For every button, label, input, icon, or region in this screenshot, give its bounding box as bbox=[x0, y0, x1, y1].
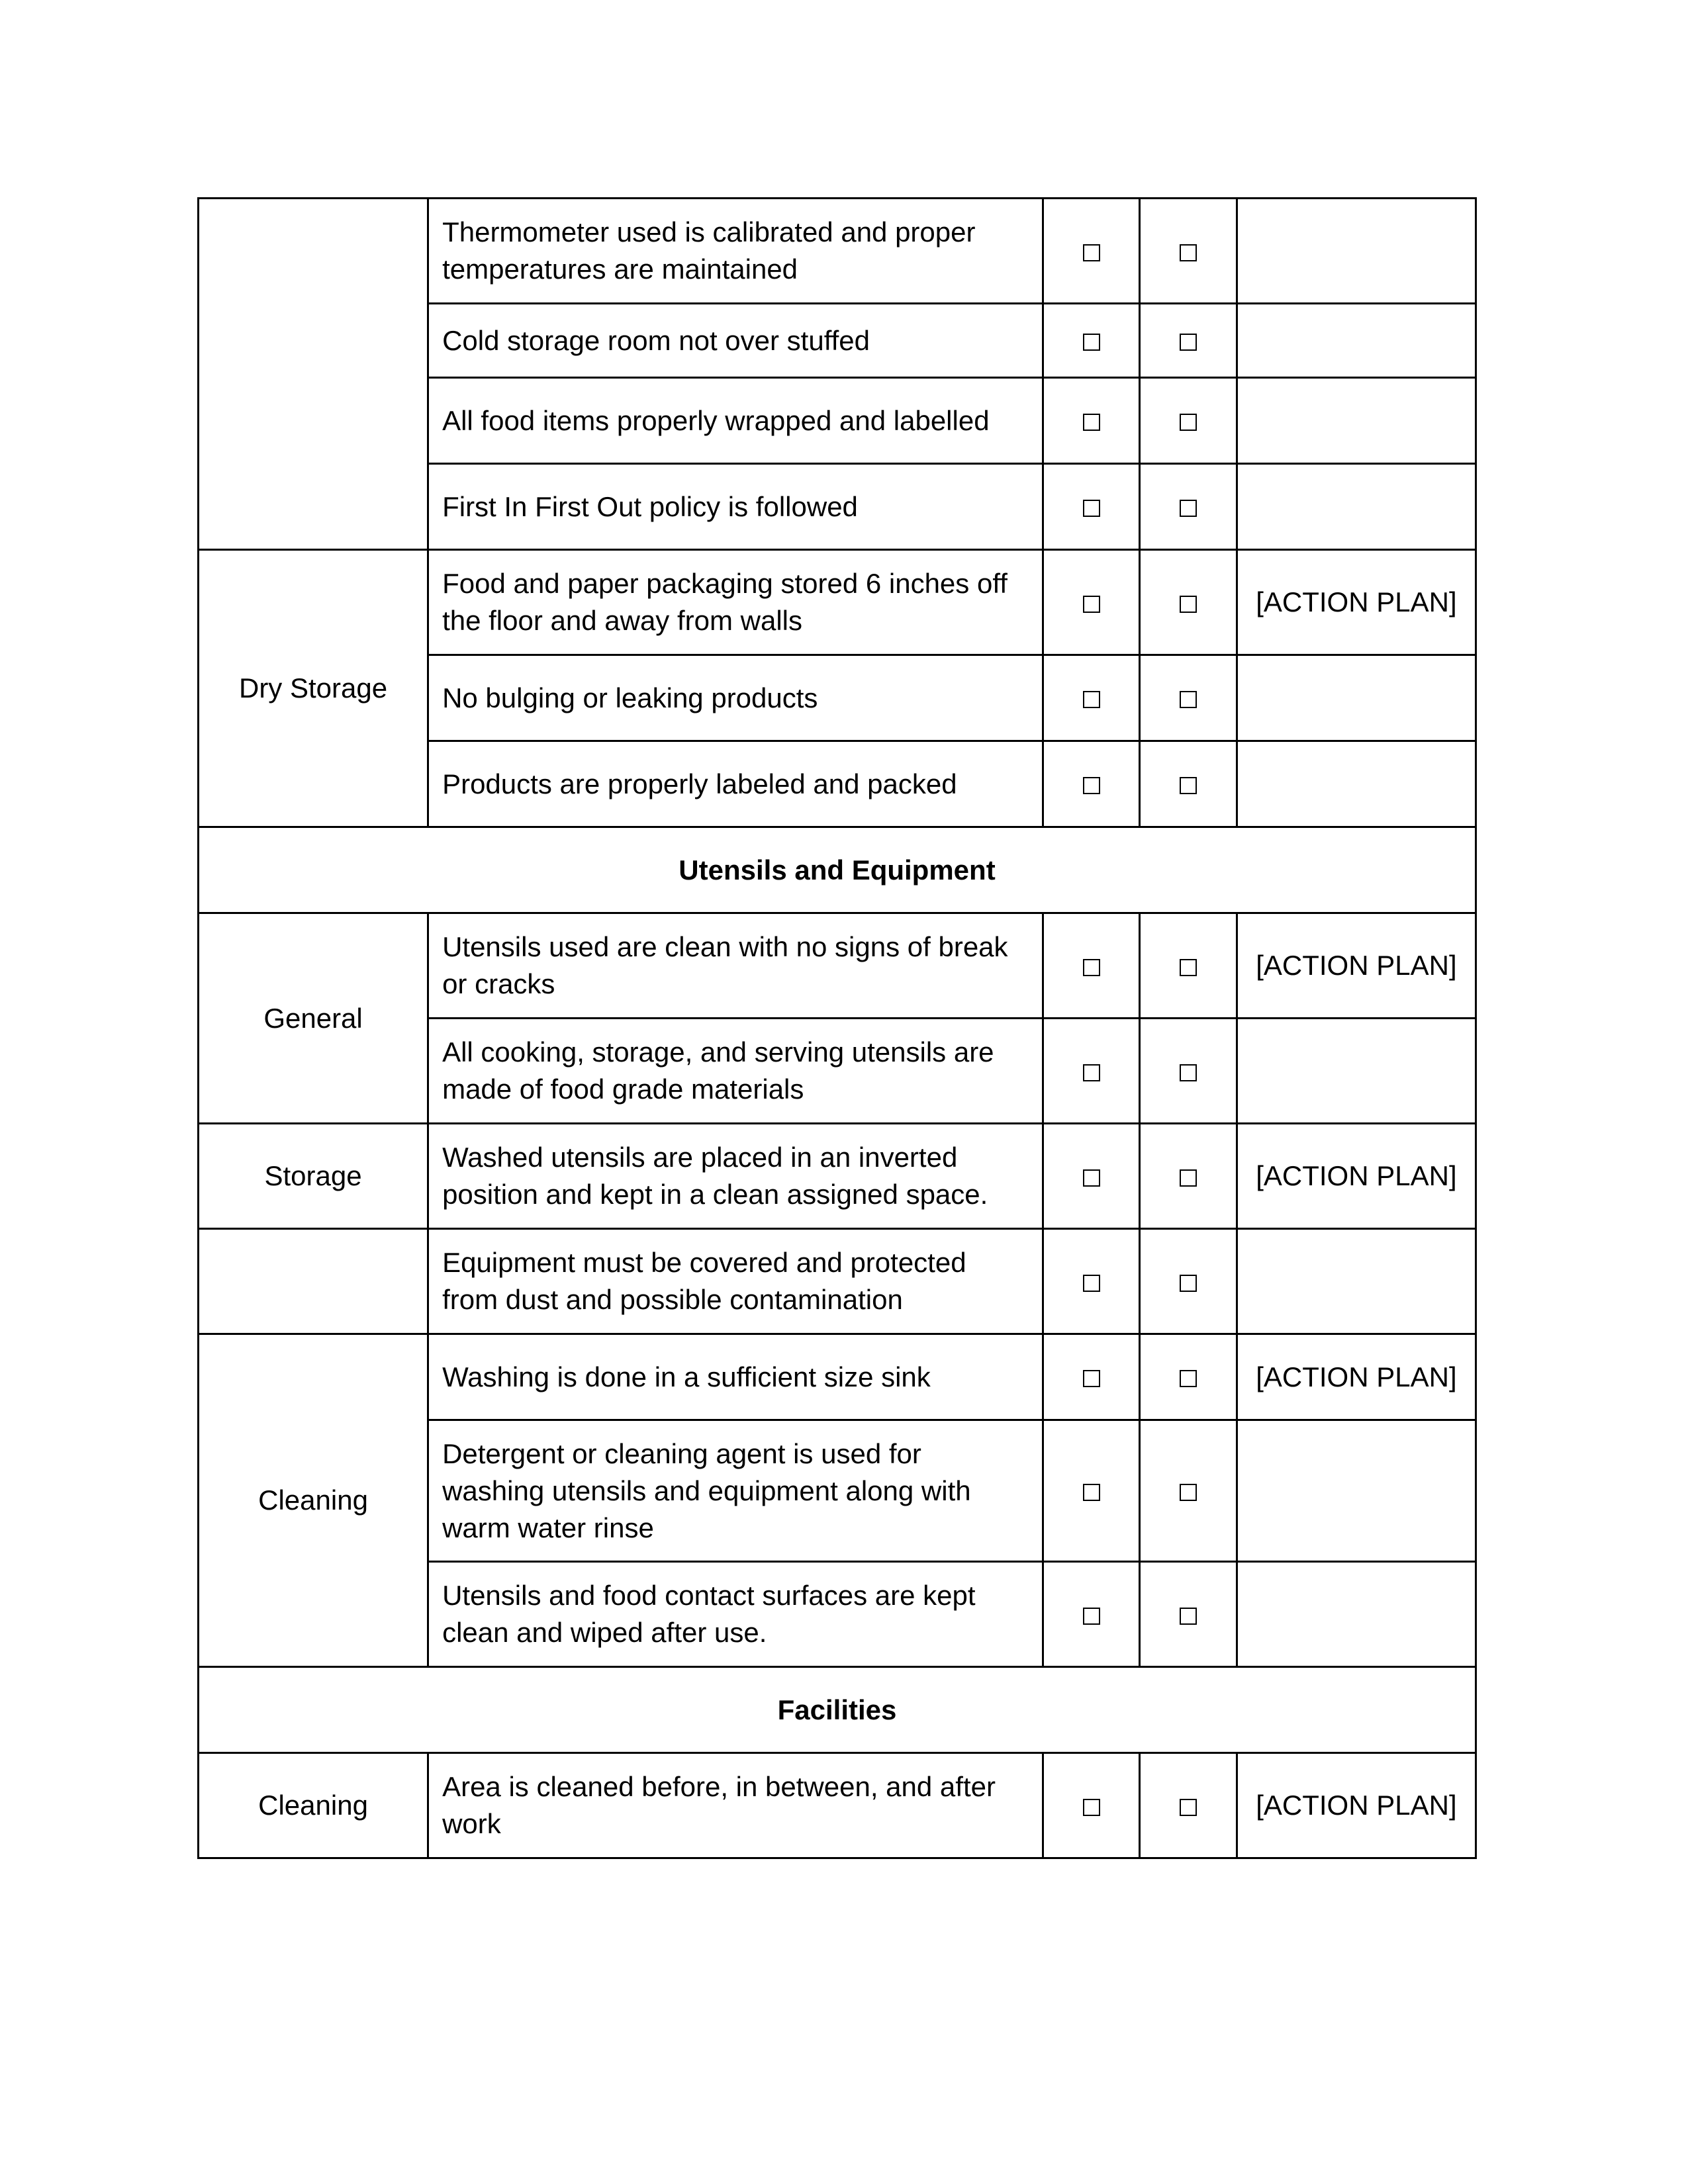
checkbox-empty-icon[interactable] bbox=[1083, 1275, 1100, 1292]
section-header-row bbox=[199, 827, 1476, 913]
checkbox-empty-icon[interactable] bbox=[1083, 691, 1100, 708]
category-cell-empty bbox=[199, 1229, 428, 1334]
table-row bbox=[199, 550, 1476, 655]
checklist-item: Area is cleaned before, in between, and after work bbox=[428, 1753, 1043, 1858]
no-checkbox-cell[interactable] bbox=[1140, 741, 1237, 827]
category-cell: Cleaning bbox=[199, 1753, 428, 1858]
yes-checkbox-cell[interactable] bbox=[1043, 913, 1139, 1019]
checkbox-empty-icon[interactable] bbox=[1180, 1608, 1197, 1625]
checkbox-empty-icon[interactable] bbox=[1083, 244, 1100, 261]
yes-checkbox-cell[interactable] bbox=[1043, 1420, 1139, 1562]
checkbox-empty-icon[interactable] bbox=[1180, 1275, 1197, 1292]
no-checkbox-cell[interactable] bbox=[1140, 464, 1237, 550]
checkbox-empty-icon[interactable] bbox=[1180, 1370, 1197, 1387]
checklist-item: Utensils used are clean with no signs of break or cracks bbox=[428, 913, 1043, 1019]
category-cell: Storage bbox=[199, 1124, 428, 1229]
checkbox-empty-icon[interactable] bbox=[1083, 959, 1100, 976]
action-plan-cell[interactable]: [ACTION PLAN] bbox=[1237, 913, 1476, 1019]
yes-checkbox-cell[interactable] bbox=[1043, 550, 1139, 655]
action-plan-cell[interactable]: [ACTION PLAN] bbox=[1237, 1124, 1476, 1229]
no-checkbox-cell[interactable] bbox=[1140, 1562, 1237, 1667]
checkbox-empty-icon[interactable] bbox=[1180, 500, 1197, 517]
action-plan-cell[interactable] bbox=[1237, 741, 1476, 827]
action-plan-cell[interactable] bbox=[1237, 199, 1476, 304]
no-checkbox-cell[interactable] bbox=[1140, 1124, 1237, 1229]
checkbox-empty-icon[interactable] bbox=[1180, 1799, 1197, 1816]
checkbox-empty-icon[interactable] bbox=[1180, 414, 1197, 431]
no-checkbox-cell[interactable] bbox=[1140, 1753, 1237, 1858]
checkbox-empty-icon[interactable] bbox=[1180, 1169, 1197, 1187]
checklist-item: All food items properly wrapped and labelled bbox=[428, 378, 1043, 464]
checkbox-empty-icon[interactable] bbox=[1180, 334, 1197, 351]
table-row bbox=[199, 1229, 1476, 1334]
yes-checkbox-cell[interactable] bbox=[1043, 1019, 1139, 1124]
checklist-item: No bulging or leaking products bbox=[428, 655, 1043, 741]
checklist-item: Cold storage room not over stuffed bbox=[428, 304, 1043, 378]
checklist-item: Equipment must be covered and protected from dust and possible contamination bbox=[428, 1229, 1043, 1334]
yes-checkbox-cell[interactable] bbox=[1043, 304, 1139, 378]
inspection-checklist-table bbox=[197, 197, 1477, 1859]
no-checkbox-cell[interactable] bbox=[1140, 378, 1237, 464]
yes-checkbox-cell[interactable] bbox=[1043, 1124, 1139, 1229]
table-row bbox=[199, 1124, 1476, 1229]
table-row bbox=[199, 913, 1476, 1019]
yes-checkbox-cell[interactable] bbox=[1043, 199, 1139, 304]
checkbox-empty-icon[interactable] bbox=[1180, 1484, 1197, 1501]
checkbox-empty-icon[interactable] bbox=[1083, 1169, 1100, 1187]
no-checkbox-cell[interactable] bbox=[1140, 304, 1237, 378]
no-checkbox-cell[interactable] bbox=[1140, 913, 1237, 1019]
no-checkbox-cell[interactable] bbox=[1140, 1019, 1237, 1124]
checkbox-empty-icon[interactable] bbox=[1083, 500, 1100, 517]
no-checkbox-cell[interactable] bbox=[1140, 199, 1237, 304]
no-checkbox-cell[interactable] bbox=[1140, 550, 1237, 655]
action-plan-cell[interactable] bbox=[1237, 1420, 1476, 1562]
checkbox-empty-icon[interactable] bbox=[1180, 777, 1197, 794]
table-row bbox=[199, 1334, 1476, 1420]
action-plan-cell[interactable] bbox=[1237, 1019, 1476, 1124]
action-plan-cell[interactable]: [ACTION PLAN] bbox=[1237, 1334, 1476, 1420]
action-plan-cell[interactable] bbox=[1237, 1229, 1476, 1334]
checkbox-empty-icon[interactable] bbox=[1083, 1064, 1100, 1081]
yes-checkbox-cell[interactable] bbox=[1043, 1562, 1139, 1667]
yes-checkbox-cell[interactable] bbox=[1043, 1229, 1139, 1334]
yes-checkbox-cell[interactable] bbox=[1043, 655, 1139, 741]
checklist-item: Washed utensils are placed in an inverted position and kept in a clean assigned space. bbox=[428, 1124, 1043, 1229]
action-plan-cell[interactable] bbox=[1237, 378, 1476, 464]
checkbox-empty-icon[interactable] bbox=[1083, 777, 1100, 794]
no-checkbox-cell[interactable] bbox=[1140, 1420, 1237, 1562]
checkbox-empty-icon[interactable] bbox=[1180, 596, 1197, 613]
yes-checkbox-cell[interactable] bbox=[1043, 378, 1139, 464]
no-checkbox-cell[interactable] bbox=[1140, 1334, 1237, 1420]
table-row bbox=[199, 199, 1476, 304]
checklist-item: All cooking, storage, and serving utensils are made of food grade materials bbox=[428, 1019, 1043, 1124]
checkbox-empty-icon[interactable] bbox=[1180, 691, 1197, 708]
checkbox-empty-icon[interactable] bbox=[1083, 1799, 1100, 1816]
action-plan-cell[interactable] bbox=[1237, 464, 1476, 550]
category-cell: General bbox=[199, 913, 428, 1124]
checkbox-empty-icon[interactable] bbox=[1180, 244, 1197, 261]
checklist-item: Food and paper packaging stored 6 inches off the floor and away from walls bbox=[428, 550, 1043, 655]
yes-checkbox-cell[interactable] bbox=[1043, 1334, 1139, 1420]
checklist-item: Products are properly labeled and packed bbox=[428, 741, 1043, 827]
category-cell-empty bbox=[199, 199, 428, 550]
checkbox-empty-icon[interactable] bbox=[1083, 334, 1100, 351]
category-cell: Dry Storage bbox=[199, 550, 428, 827]
table-row bbox=[199, 1753, 1476, 1858]
checklist-item: Detergent or cleaning agent is used for washing utensils and equipment along with warm water rinse bbox=[428, 1420, 1043, 1562]
category-cell: Cleaning bbox=[199, 1334, 428, 1667]
action-plan-cell[interactable] bbox=[1237, 1562, 1476, 1667]
yes-checkbox-cell[interactable] bbox=[1043, 464, 1139, 550]
section-header: Utensils and Equipment bbox=[199, 827, 1476, 913]
checkbox-empty-icon[interactable] bbox=[1083, 596, 1100, 613]
checkbox-empty-icon[interactable] bbox=[1083, 1370, 1100, 1387]
checklist-item: First In First Out policy is followed bbox=[428, 464, 1043, 550]
checkbox-empty-icon[interactable] bbox=[1083, 414, 1100, 431]
checkbox-empty-icon[interactable] bbox=[1180, 1064, 1197, 1081]
checkbox-empty-icon[interactable] bbox=[1180, 959, 1197, 976]
no-checkbox-cell[interactable] bbox=[1140, 655, 1237, 741]
checkbox-empty-icon[interactable] bbox=[1083, 1484, 1100, 1501]
section-header-row bbox=[199, 1667, 1476, 1753]
yes-checkbox-cell[interactable] bbox=[1043, 1753, 1139, 1858]
section-header: Facilities bbox=[199, 1667, 1476, 1753]
yes-checkbox-cell[interactable] bbox=[1043, 741, 1139, 827]
no-checkbox-cell[interactable] bbox=[1140, 1229, 1237, 1334]
action-plan-cell[interactable] bbox=[1237, 655, 1476, 741]
checklist-item: Thermometer used is calibrated and proper temperatures are maintained bbox=[428, 199, 1043, 304]
action-plan-cell[interactable]: [ACTION PLAN] bbox=[1237, 1753, 1476, 1858]
checkbox-empty-icon[interactable] bbox=[1083, 1608, 1100, 1625]
action-plan-cell[interactable]: [ACTION PLAN] bbox=[1237, 550, 1476, 655]
checklist-item: Washing is done in a sufficient size sink bbox=[428, 1334, 1043, 1420]
action-plan-cell[interactable] bbox=[1237, 304, 1476, 378]
checklist-item: Utensils and food contact surfaces are kept clean and wiped after use. bbox=[428, 1562, 1043, 1667]
